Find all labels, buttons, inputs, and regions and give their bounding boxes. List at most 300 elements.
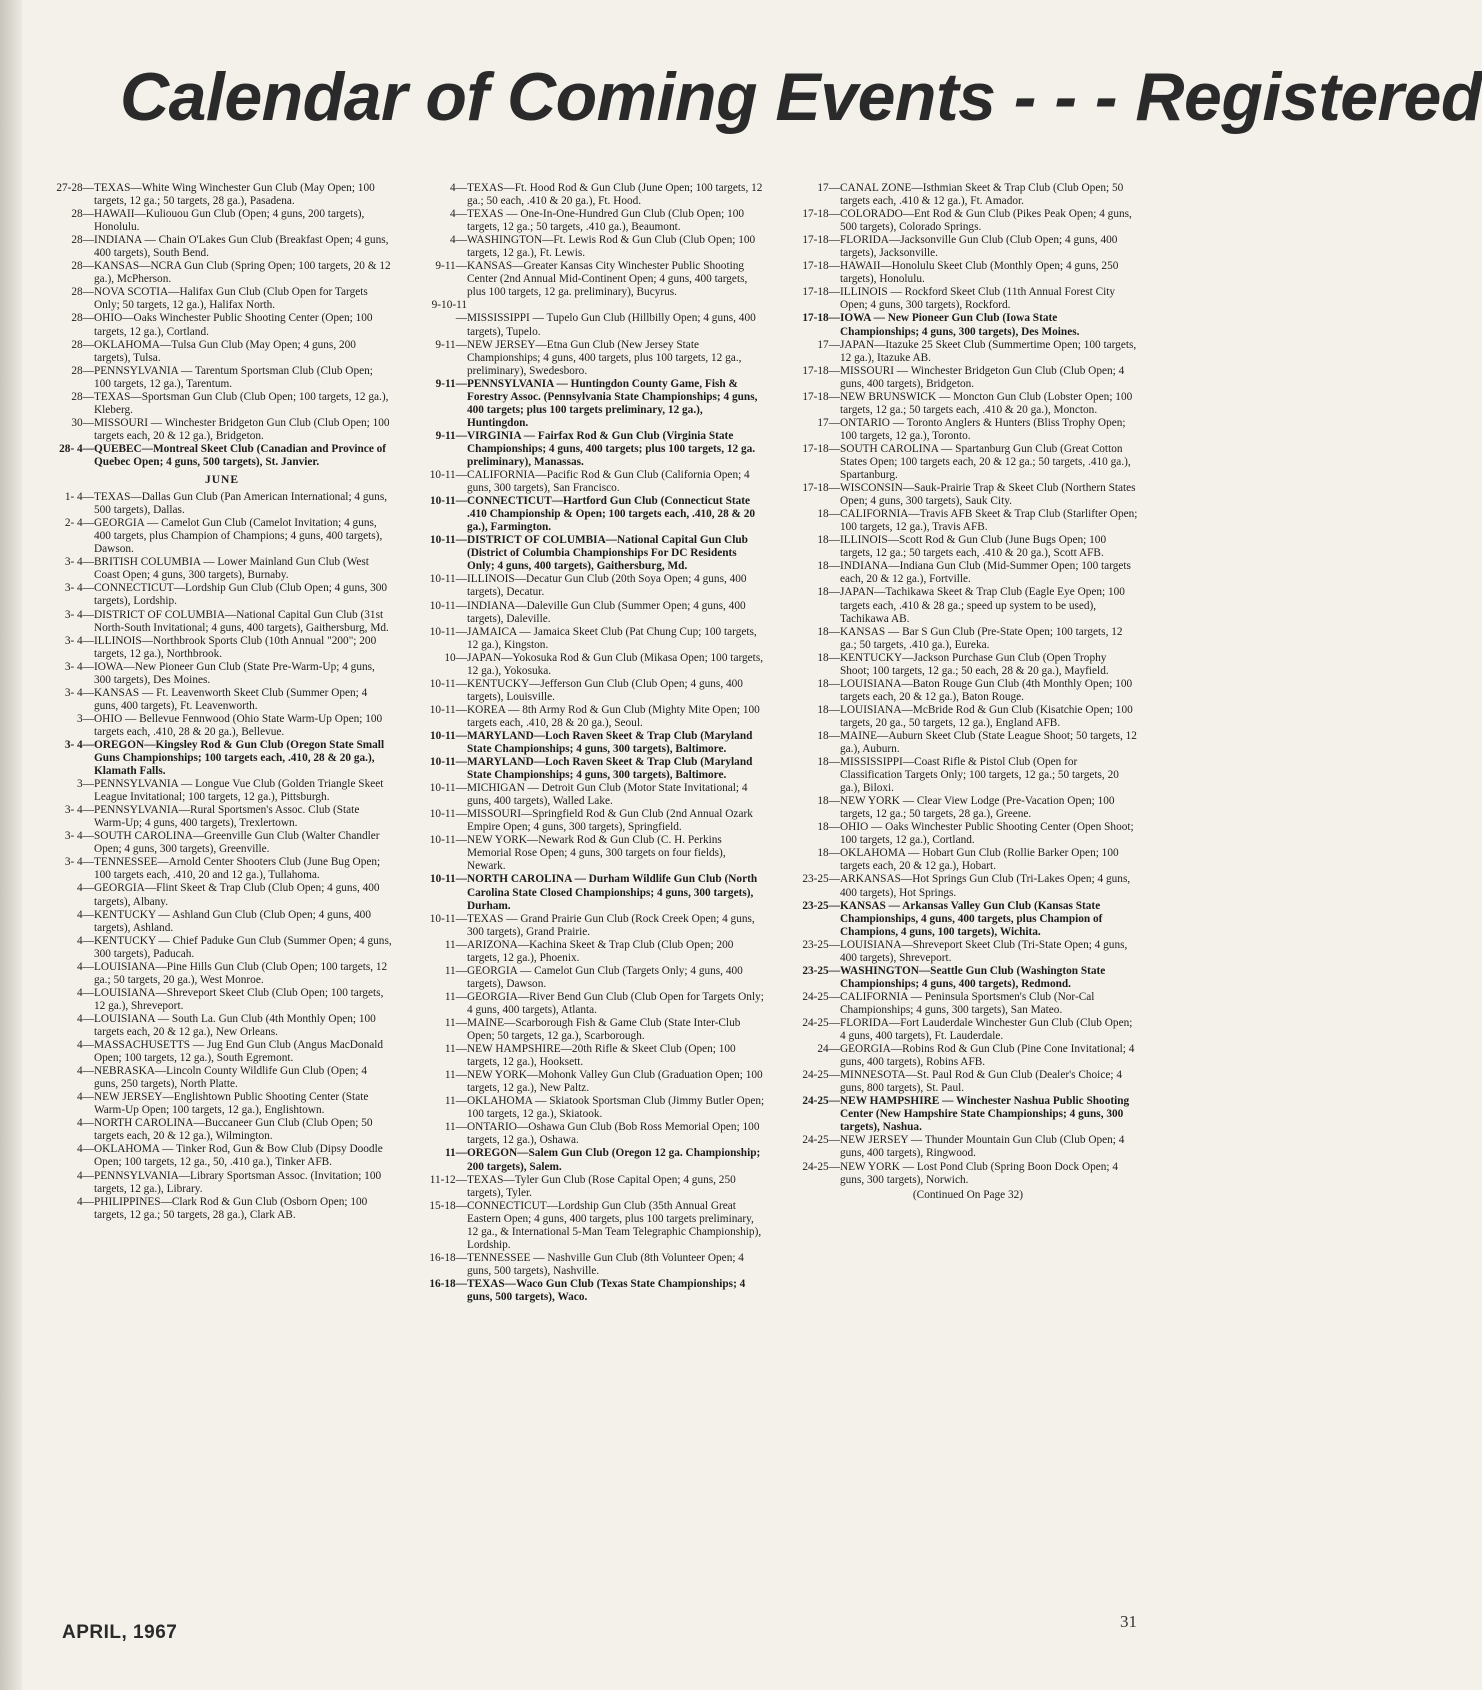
event-entry [450,234,765,260]
event-date: 10-11— [429,834,467,847]
event-date: 10-11— [429,808,467,821]
event-entry [444,964,765,991]
event-entry [71,390,392,417]
event-date: 10-11— [429,782,467,795]
event-date: 10-11— [429,495,467,508]
event-date: 4— [77,1117,94,1130]
event-date: 28— [71,312,94,325]
event-date: 4— [77,1012,94,1025]
event-description: FLORIDA—Fort Lauderdale Winchester Gun Club (Club Open; 4 guns, 400 targets), Ft. Lauderdale. [840,1017,1133,1043]
event-date: 10-11— [429,599,467,612]
event-description: KANSAS — Ft. Leavenworth Skeet Club (Summer Open; 4 guns, 400 targets), Ft. Leavenworth. [94,686,368,712]
event-date: 18— [817,756,840,769]
event-description: MARYLAND—Loch Raven Skeet & Trap Club (Maryland State Championships; 4 guns, 300 targets), Baltimore. [467,756,753,782]
event-description: PENNSYLVANIA—Rural Sportsmen's Assoc. Club (State Warm-Up; 4 guns, 400 targets), Trexlertown. [94,804,360,830]
event-description: ONTARIO — Toronto Anglers & Hunters (Bliss Trophy Open; 100 targets, 12 ga.), Toronto. [840,416,1126,442]
event-date: 17— [817,182,840,194]
event-date: 11-12— [429,1173,467,1186]
event-entry [64,660,392,687]
event-entry [71,208,392,234]
event-description: LOUISIANA—Shreveport Skeet Club (Club Open; 100 targets, 12 ga.), Shreveport. [94,986,384,1012]
event-date: 24-25— [802,1069,840,1082]
event-description: NEW HAMPSHIRE — Winchester Nashua Public Shooting Center (New Hampshire State Championships; 4 guns, 300 targets), Nashua. [840,1095,1130,1134]
event-description: MAINE—Scarborough Fish & Game Club (State Inter-Club Open; 50 targets, 12 ga.), Scarborough. [467,1017,741,1043]
event-date: 27-28— [56,182,94,194]
event-description: NORTH CAROLINA — Durham Wildlife Gun Club (North Carolina State Closed Championships; 4 guns, 300 targets), Durham. [467,873,758,912]
event-description: MISSOURI — Winchester Bridgeton Gun Club (Club Open; 4 guns, 400 targets), Bridgeton. [840,364,1125,390]
event-entry [444,1121,765,1147]
event-description: SOUTH CAROLINA—Greenville Gun Club (Walter Chandler Open; 4 guns, 300 targets), Greenville. [94,830,380,856]
events-column-2 [425,182,765,1304]
event-entry [431,299,765,338]
event-entry [429,834,765,873]
event-entry [802,1160,1138,1187]
event-description: ARKANSAS—Hot Springs Gun Club (Tri-Lakes Open; 4 guns, 400 targets), Hot Springs. [840,873,1131,899]
issue-date: APRIL, 1967 [62,1622,178,1643]
event-date: 17-18— [802,208,840,221]
event-entry [817,847,1138,873]
event-entry [429,756,765,782]
event-entry [817,560,1138,586]
event-date: 4— [77,1143,94,1156]
event-description: GEORGIA—Flint Skeet & Trap Club (Club Open; 4 guns, 400 targets), Albany. [94,882,380,908]
event-date: 18— [817,703,840,716]
page-binding-edge [0,0,22,1690]
event-description: NEW BRUNSWICK — Moncton Gun Club (Lobster Open; 100 targets, 12 ga.; 50 targets each, .410 & 20 ga.), Moncton. [840,390,1133,416]
event-description: IOWA — New Pioneer Gun Club (Iowa State Championships; 4 guns, 300 targets), Des Moines. [840,312,1080,338]
event-date: 24-25— [802,1095,840,1108]
event-entry [435,338,765,378]
event-entry [71,312,392,338]
event-description: TEXAS—Ft. Hood Rod & Gun Club (June Open; 100 targets, 12 ga.; 50 each, .410 & 20 ga.), Ft. Hood. [467,182,763,208]
event-date: 11— [444,1121,467,1134]
event-entry [817,795,1138,821]
event-date: 3- 4— [64,660,94,673]
event-entry [64,608,392,635]
event-description: KOREA — 8th Army Rod & Gun Club (Mighty Mite Open; 100 targets each, .410, 28 & 20 ga.), Seoul. [467,703,760,729]
event-entry [64,556,392,582]
event-entry [64,830,392,856]
event-date: 10-11— [429,912,467,925]
event-entry [444,1043,765,1069]
event-entry [444,1069,765,1095]
event-date: 4— [77,1039,94,1052]
event-entry [59,442,392,469]
event-date: 10-11— [429,534,467,547]
event-date: 17-18— [802,442,840,455]
event-description: VIRGINIA — Fairfax Rod & Gun Club (Virginia State Championships; 4 guns, 400 targets; plus 100 targets, 12 ga. preliminary), Manassas. [467,429,756,468]
event-entry [429,573,765,599]
event-entry [77,712,392,739]
event-entry [817,1043,1138,1069]
event-date: 11— [444,964,467,977]
event-entry [435,377,765,430]
event-description: CONNECTICUT—Lordship Gun Club (35th Annual Great Eastern Open; 4 guns, 400 targets, plus 100 targets preliminary, 12 ga., & International 5-Man Team Telegraphic Championship), Lordship. [467,1199,762,1251]
event-description: PENNSYLVANIA — Huntingdon County Game, Fish & Forestry Assoc. (Pennsylvania State Championships; 4 guns, 400 targets; plus 100 targets preliminary, 12 ga.), Huntingdon. [467,377,758,429]
event-date: 4— [450,234,467,247]
event-entry [429,469,765,495]
event-entry [435,260,765,299]
event-date: 3- 4— [64,856,94,869]
event-entry [802,442,1138,482]
event-date: 4— [77,882,94,895]
event-description: OKLAHOMA—Tulsa Gun Club (May Open; 4 guns, 200 targets), Tulsa. [94,338,356,364]
event-entry [77,1195,392,1222]
event-description: NEBRASKA—Lincoln County Wildlife Gun Club (Open; 4 guns, 250 targets), North Platte. [94,1065,367,1091]
event-description: DISTRICT OF COLUMBIA—National Capital Gun Club (District of Columbia Championships For DC Residents Only; 4 guns, 400 targets), Gaithersburg, Md. [467,534,748,573]
event-entry [802,938,1138,965]
event-date: 17-18— [802,482,840,495]
event-entry [71,286,392,312]
event-date: 4— [77,960,94,973]
event-date: 10-11— [429,703,467,716]
event-entry [802,364,1138,391]
event-entry [64,517,392,556]
event-entry [429,1277,765,1304]
event-date: 3- 4— [64,634,94,647]
event-date: 23-25— [802,964,840,977]
event-entry [77,960,392,987]
event-date: 28— [71,260,94,273]
event-date: 2- 4— [64,517,94,530]
event-entry [429,495,765,534]
event-date: 24-25— [802,1160,840,1173]
event-description: NEW HAMPSHIRE—20th Rifle & Skeet Club (Open; 100 targets, 12 ga.), Hooksett. [467,1043,736,1069]
event-entry [817,756,1138,795]
event-date: 17-18— [802,234,840,247]
event-description: JAPAN—Itazuke 25 Skeet Club (Summertime Open; 100 targets, 12 ga.), Itazuke AB. [840,338,1137,364]
event-date: 24— [817,1043,840,1056]
event-entry [802,873,1138,899]
event-entry [429,729,765,756]
event-description: MISSOURI—Springfield Rod & Gun Club (2nd Annual Ozark Empire Open; 4 guns, 300 targets), Springfield. [467,808,753,834]
event-date: 28— [71,208,94,221]
event-date: 10-11— [429,873,467,886]
event-description: KANSAS—Greater Kansas City Winchester Public Shooting Center (2nd Annual Mid-Continent Open; 4 guns, 400 targets, plus 100 targets, 12 ga. preliminary), Bucyrus. [467,260,748,299]
event-entry [64,804,392,830]
event-entry [802,1069,1138,1095]
event-entry [56,182,392,208]
event-entry [77,986,392,1013]
event-description: ILLINOIS—Northbrook Sports Club (10th Annual "200"; 200 targets, 12 ga.), Northbrook. [94,634,377,660]
events-column-3 [798,182,1138,1202]
event-entry [429,1251,765,1278]
event-entry [444,990,765,1017]
event-date: 24-25— [802,1017,840,1029]
event-entry [817,729,1138,756]
event-entry [802,390,1138,417]
event-description: ILLINOIS—Decatur Gun Club (20th Soya Open; 4 guns, 400 targets), Decatur. [467,573,747,599]
event-date: 28— [71,390,94,403]
event-date: 23-25— [802,938,840,951]
event-date: 11— [444,1095,467,1108]
event-entry [71,234,392,260]
event-date: 18— [817,586,840,599]
event-description: DISTRICT OF COLUMBIA—National Capital Gun Club (31st North-South Invitational; 4 guns, 400 targets), Gaithersburg, Md. [94,608,389,634]
event-date: 3— [77,778,94,791]
event-description: CONNECTICUT—Lordship Gun Club (Club Open; 4 guns, 300 targets), Lordship. [94,582,388,608]
event-date: 3- 4— [64,556,94,569]
event-entry [817,821,1138,847]
event-entry [817,508,1138,534]
event-entry [64,738,392,778]
event-description: GEORGIA — Camelot Gun Club (Camelot Invitation; 4 guns, 400 targets, plus Champion of Champions; 4 guns, 400 targets), Dawson. [94,517,383,556]
event-description: WISCONSIN—Sauk-Prairie Trap & Skeet Club (Northern States Open; 4 guns, 300 targets), Sauk City. [840,482,1136,508]
event-description: TEXAS—Sportsman Gun Club (Club Open; 100 targets, 12 ga.), Kleberg. [94,390,389,416]
event-date: 3- 4— [64,686,94,699]
event-description: LOUISIANA—Baton Rouge Gun Club (4th Monthly Open; 100 targets each, 20 & 12 ga.), Baton Rouge. [840,677,1133,703]
event-entry [817,703,1138,730]
event-entry [77,1065,392,1091]
event-date: 4— [77,1169,94,1182]
event-entry [802,1095,1138,1134]
event-date: 9-11— [435,429,467,442]
event-date: 10-11— [429,625,467,638]
event-description: NEW YORK—Mohonk Valley Gun Club (Graduation Open; 100 targets, 12 ga.), New Paltz. [467,1069,763,1095]
event-entry [429,534,765,573]
event-description: LOUISIANA—Shreveport Skeet Club (Tri-State Open; 4 guns, 400 targets), Shreveport. [840,938,1128,964]
event-description: ONTARIO—Oshawa Gun Club (Bob Ross Memorial Open; 100 targets, 12 ga.), Oshawa. [467,1121,760,1147]
event-entry [429,808,765,834]
event-description: LOUISIANA—Pine Hills Gun Club (Club Open; 100 targets, 12 ga.; 50 targets, 20 ga.), West Monroe. [94,960,388,986]
event-date: 4— [450,208,467,221]
page-title: Calendar of Coming Events - - - Registered [120,59,1482,135]
event-date: 3— [77,712,94,725]
event-date: 11— [444,1069,467,1082]
event-date: 3- 4— [64,830,94,843]
event-entry [429,625,765,652]
event-description: LOUISIANA—McBride Rod & Gun Club (Kisatchie Open; 100 targets, 20 ga., 50 targets, 12 ga.), England AFB. [840,703,1133,729]
event-entry [802,1017,1138,1043]
event-description: MISSOURI — Winchester Bridgeton Gun Club (Club Open; 100 targets each, 20 & 12 ga.), Bridgeton. [94,416,390,442]
event-date: 10-11— [429,729,467,742]
event-entry [802,312,1138,338]
event-date: 3- 4— [64,804,94,817]
event-entry [802,482,1138,508]
event-description: CALIFORNIA—Pacific Rod & Gun Club (California Open; 4 guns, 300 targets), San Francisco. [467,469,750,495]
event-date: 17-18— [802,364,840,377]
event-entry [77,1012,392,1039]
event-date: 11— [444,938,467,951]
event-description: TENNESSEE — Nashville Gun Club (8th Volunteer Open; 4 guns, 500 targets), Nashville. [467,1251,744,1277]
event-description: SOUTH CAROLINA — Spartanburg Gun Club (Great Cotton States Open; 100 targets each, 20 & 12 ga.; 50 targets, .410 ga.), Spartanburg. [840,442,1131,482]
event-date: 17— [817,416,840,429]
event-entry [802,964,1138,991]
event-description: KENTUCKY—Jackson Purchase Gun Club (Open Trophy Shoot; 100 targets, 12 ga.; 50 each, 28 & 20 ga.), Mayfield. [840,651,1109,677]
event-description: OKLAHOMA — Tinker Rod, Gun & Bow Club (Dipsy Doodle Open; 100 targets, 12 ga., 50, .410 ga.), Tinker AFB. [94,1143,383,1169]
event-date: 4— [77,1195,94,1208]
event-entry [444,1095,765,1121]
event-description: TEXAS — One-In-One-Hundred Gun Club (Club Open; 100 targets, 12 ga.; 50 targets, .410 ga.), Beaumont. [467,208,745,234]
event-description: KANSAS — Arkansas Valley Gun Club (Kansas State Championships, 4 guns, 400 targets, plus Champion of Champions, 4 guns, 100 targets), Wichita. [840,899,1103,938]
event-entry [71,364,392,391]
event-date: 9-10-11— [431,299,467,325]
event-description: GEORGIA—River Bend Gun Club (Club Open for Targets Only; 4 guns, 400 targets), Atlanta. [467,990,764,1016]
event-date: 10— [444,651,467,664]
event-entry [429,873,765,912]
event-description: MISSISSIPPI — Tupelo Gun Club (Hillbilly Open; 4 guns, 400 targets), Tupelo. [467,312,756,338]
event-date: 28— [71,364,94,377]
event-description: KENTUCKY—Jefferson Gun Club (Club Open; 4 guns, 400 targets), Louisville. [467,677,743,703]
event-entry [71,338,392,365]
event-date: 16-18— [429,1277,467,1290]
event-description: NEW YORK — Clear View Lodge (Pre-Vacation Open; 100 targets, 12 ga.; 50 targets, 28 ga.), Greene. [840,795,1115,821]
event-entry [64,634,392,661]
event-description: KENTUCKY — Chief Paduke Gun Club (Summer Open; 4 guns, 300 targets), Paducah. [94,934,392,960]
event-entry [429,1199,765,1252]
event-description: CANAL ZONE—Isthmian Skeet & Trap Club (Club Open; 50 targets each, .410 & 12 ga.), Ft. Amador. [840,182,1124,208]
event-entry [817,338,1138,365]
event-date: 11— [445,1147,467,1160]
event-description: HAWAII—Honolulu Skeet Club (Monthly Open; 4 guns, 250 targets), Honolulu. [840,260,1119,286]
event-entry [445,1147,765,1173]
event-description: OHIO — Oaks Winchester Public Shooting Center (Open Shoot; 100 targets, 12 ga.), Cortland. [840,821,1134,847]
event-description: TENNESSEE—Arnold Center Shooters Club (June Bug Open; 100 targets each, .410, 20 and 12 ga.), Tullahoma. [94,856,381,882]
event-date: 28- 4— [59,442,94,455]
event-date: 17-18— [802,312,840,325]
event-description: ILLINOIS—Scott Rod & Gun Club (June Bugs Open; 100 targets, 12 ga.; 50 targets each, .410 & 20 ga.), Scott AFB. [840,534,1107,560]
event-description: GEORGIA — Camelot Gun Club (Targets Only; 4 guns, 400 targets), Dawson. [467,964,743,990]
event-date: 15-18— [429,1199,467,1212]
event-entry [429,703,765,730]
event-entry [71,260,392,286]
event-entry [802,260,1138,286]
event-entry [429,782,765,808]
event-date: 11— [444,1017,467,1029]
event-description: INDIANA—Indiana Gun Club (Mid-Summer Open; 100 targets each, 20 & 12 ga.), Fortville. [840,560,1131,586]
event-description: GEORGIA—Robins Rod & Gun Club (Pine Cone Invitational; 4 guns, 400 targets), Robins AFB. [840,1043,1135,1069]
event-entry [77,934,392,961]
event-description: QUEBEC—Montreal Skeet Club (Canadian and Province of Quebec Open; 4 guns, 500 targets), St. Janvier. [94,442,387,468]
event-description: HAWAII—Kuliouou Gun Club (Open; 4 guns, 200 targets), Honolulu. [94,208,365,234]
event-entry [64,491,392,517]
event-entry [429,677,765,704]
event-date: 4— [77,1091,94,1104]
event-date: 18— [817,625,840,638]
event-description: MINNESOTA—St. Paul Rod & Gun Club (Dealer's Choice; 4 guns, 800 targets), St. Paul. [840,1069,1122,1095]
event-entry [802,208,1138,234]
event-description: JAPAN—Tachikawa Skeet & Trap Club (Eagle Eye Open; 100 targets each, .410 & 28 ga.; speed up system to be used), Tachikawa AB. [840,586,1125,625]
event-description: MARYLAND—Loch Raven Skeet & Trap Club (Maryland State Championships; 4 guns, 300 targets), Baltimore. [467,729,753,756]
event-date: 11— [444,1043,467,1056]
event-date: 9-11— [435,260,467,273]
event-description: INDIANA — Chain O'Lakes Gun Club (Breakfast Open; 4 guns, 400 targets), South Bend. [94,234,389,260]
event-description: MAINE—Auburn Skeet Club (State League Shoot; 50 targets, 12 ga.), Auburn. [840,729,1137,756]
events-column-1 [52,182,392,1222]
event-date: 3- 4— [64,608,94,621]
event-description: KENTUCKY — Ashland Gun Club (Club Open; 4 guns, 400 targets), Ashland. [94,908,371,934]
event-date: 4— [450,182,467,194]
event-entry [77,882,392,908]
event-date: 9-11— [435,338,467,351]
event-description: MICHIGAN — Detroit Gun Club (Motor State Invitational; 4 guns, 400 targets), Walled Lake. [467,782,748,808]
event-description: JAMAICA — Jamaica Skeet Club (Pat Chung Cup; 100 targets, 12 ga.), Kingston. [467,625,757,651]
event-description: OKLAHOMA — Skiatook Sportsman Club (Jimmy Butler Open; 100 targets, 12 ga.), Skiatook. [467,1095,765,1121]
event-description: TEXAS — Grand Prairie Gun Club (Rock Creek Open; 4 guns, 300 targets), Grand Prairie. [467,912,755,938]
event-date: 16-18— [429,1251,467,1264]
event-description: TEXAS—Tyler Gun Club (Rose Capital Open; 4 guns, 250 targets), Tyler. [467,1173,736,1199]
event-entry [77,1143,392,1169]
event-date: 28— [71,234,94,247]
event-description: TEXAS—Dallas Gun Club (Pan American International; 4 guns, 500 targets), Dallas. [94,491,388,517]
event-description: TEXAS—White Wing Winchester Gun Club (May Open; 100 targets, 12 ga.; 50 targets, 28 ga.), Pasadena. [94,182,375,208]
event-date: 18— [817,651,840,664]
event-entry [77,778,392,804]
event-description: KANSAS — Bar S Gun Club (Pre-State Open; 100 targets, 12 ga.; 50 targets, .410 ga.), Eureka. [840,625,1123,651]
event-entry [444,651,765,678]
event-entry [77,1117,392,1143]
event-description: PHILIPPINES—Clark Rod & Gun Club (Osborn Open; 100 targets, 12 ga.; 50 targets, 28 ga.), Clark AB. [94,1195,368,1221]
event-date: 1- 4— [64,491,94,504]
event-description: MISSISSIPPI—Coast Rifle & Pistol Club (Open for Classification Targets Only; 100 targets, 12 ga.; 50 targets, 20 ga.), Biloxi. [840,756,1119,795]
event-entry [77,1091,392,1117]
event-description: NEW JERSEY—Englishtown Public Shooting Center (State Warm-Up Open; 100 targets, 12 ga.), Englishtown. [94,1091,369,1117]
event-entry [77,1169,392,1196]
event-entry [802,899,1138,939]
event-date: 18— [817,560,840,573]
event-date: 23-25— [802,873,840,886]
event-date: 30— [71,416,94,429]
event-description: WASHINGTON—Ft. Lewis Rod & Gun Club (Club Open; 100 targets, 12 ga.), Ft. Lewis. [467,234,756,260]
event-date: 18— [817,847,840,860]
event-date: 10-11— [429,756,467,769]
event-description: NEW YORK—Newark Rod & Gun Club (C. H. Perkins Memorial Rose Open; 4 guns, 300 targets on four fields), Newark. [467,834,726,873]
event-entry [802,990,1138,1017]
event-date: 18— [817,795,840,808]
event-date: 17-18— [802,286,840,299]
event-entry [817,534,1138,560]
event-description: OKLAHOMA — Hobart Gun Club (Rollie Barker Open; 100 targets each, 20 & 12 ga.), Hobart. [840,847,1119,873]
event-date: 3- 4— [64,582,94,595]
event-date: 4— [77,986,94,999]
event-description: WASHINGTON—Seattle Gun Club (Washington State Championships; 4 guns, 400 targets), Redmond. [840,964,1106,990]
event-entry [435,429,765,469]
event-description: TEXAS—Waco Gun Club (Texas State Championships; 4 guns, 500 targets), Waco. [467,1277,746,1303]
event-description: OREGON—Salem Gun Club (Oregon 12 ga. Championship; 200 targets), Salem. [467,1147,761,1173]
continued-note: (Continued On Page 32) [912,1188,1024,1201]
event-date: 17-18— [802,260,840,273]
page-number: 31 [1120,1612,1137,1631]
event-entry [817,416,1138,443]
event-date: 3- 4— [64,738,94,751]
event-description: PENNSYLVANIA — Longue Vue Club (Golden Triangle Skeet League Invitational; 100 targets, 12 ga.), Pittsburgh. [94,778,384,804]
event-date: 28— [71,286,94,299]
event-description: COLORADO—Ent Rod & Gun Club (Pikes Peak Open; 4 guns, 500 targets), Colorado Springs. [840,208,1132,234]
event-date: 10-11— [429,677,467,690]
event-date: 18— [817,729,840,742]
event-entry [64,686,392,713]
event-description: CALIFORNIA — Peninsula Sportsmen's Club (Nor-Cal Championships; 4 guns, 300 targets), San Mateo. [840,990,1095,1016]
event-entry [71,416,392,443]
event-entry [444,938,765,965]
event-date: 23-25— [802,899,840,912]
event-description: NEW JERSEY — Thunder Mountain Gun Club (Club Open; 4 guns, 400 targets), Ringwood. [840,1134,1125,1160]
event-description: ILLINOIS — Rockford Skeet Club (11th Annual Forest City Open; 4 guns, 300 targets), Rockford. [840,286,1116,312]
event-description: ARIZONA—Kachina Skeet & Trap Club (Club Open; 200 targets, 12 ga.), Phoenix. [467,938,734,964]
event-entry [817,677,1138,704]
event-description: FLORIDA—Jacksonville Gun Club (Club Open; 4 guns, 400 targets), Jacksonville. [840,234,1118,260]
event-date: 28— [71,338,94,351]
event-description: INDIANA—Daleville Gun Club (Summer Open; 4 guns, 400 targets), Daleville. [467,599,746,625]
event-entry [429,912,765,939]
event-description: CONNECTICUT—Hartford Gun Club (Connecticut State .410 Championship & Open; 100 targets each, .410, 28 & 20 ga.), Farmington. [467,495,756,534]
event-date: 10-11— [429,469,467,482]
event-entry [802,1134,1138,1160]
event-description: OHIO — Bellevue Fennwood (Ohio State Warm-Up Open; 100 targets each, .410, 28 & 20 ga.), Bellevue. [94,712,383,738]
event-entry [64,856,392,882]
event-date: 24-25— [802,990,840,1003]
event-entry [429,599,765,626]
